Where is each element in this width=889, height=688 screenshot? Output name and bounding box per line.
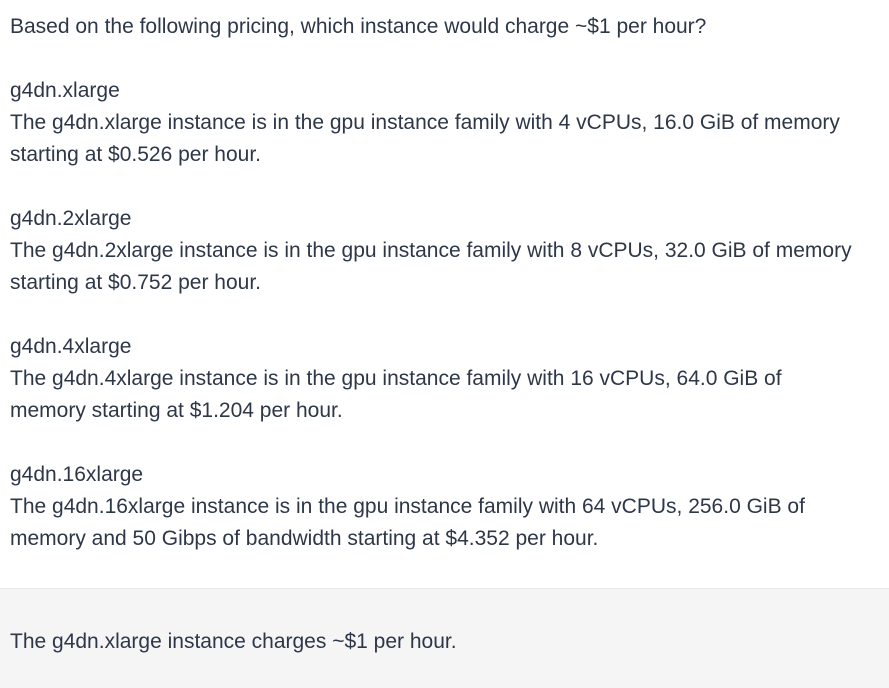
instance-block-g4dn-4xlarge (10, 331, 857, 427)
instance-name: g4dn.16xlarge (10, 463, 144, 486)
answer-panel (0, 588, 889, 688)
instance-block-g4dn-xlarge (10, 75, 857, 171)
answer-text: The g4dn.xlarge instance charges ~$1 per hour. (10, 630, 457, 653)
instance-description: The g4dn.16xlarge instance is in the gpu instance family with 64 vCPUs, 256.0 GiB of memory and 50 Gibps of bandwidth starting at $4.352 per hour. (10, 495, 805, 550)
instance-description: The g4dn.2xlarge instance is in the gpu instance family with 8 vCPUs, 32.0 GiB of memory starting at $0.752 per hour. (10, 239, 852, 294)
question-text: Based on the following pricing, which instance would charge ~$1 per hour? (10, 15, 707, 38)
instance-description: The g4dn.4xlarge instance is in the gpu instance family with 16 vCPUs, 64.0 GiB of memory starting at $1.204 per hour. (10, 367, 782, 422)
instance-name: g4dn.xlarge (10, 79, 120, 102)
instance-description: The g4dn.xlarge instance is in the gpu instance family with 4 vCPUs, 16.0 GiB of memory starting at $0.526 per hour. (10, 111, 840, 166)
instance-block-g4dn-2xlarge (10, 203, 857, 299)
instance-list (10, 75, 889, 555)
instance-block-g4dn-16xlarge (10, 459, 857, 555)
instance-name: g4dn.2xlarge (10, 207, 132, 230)
instance-name: g4dn.4xlarge (10, 335, 132, 358)
